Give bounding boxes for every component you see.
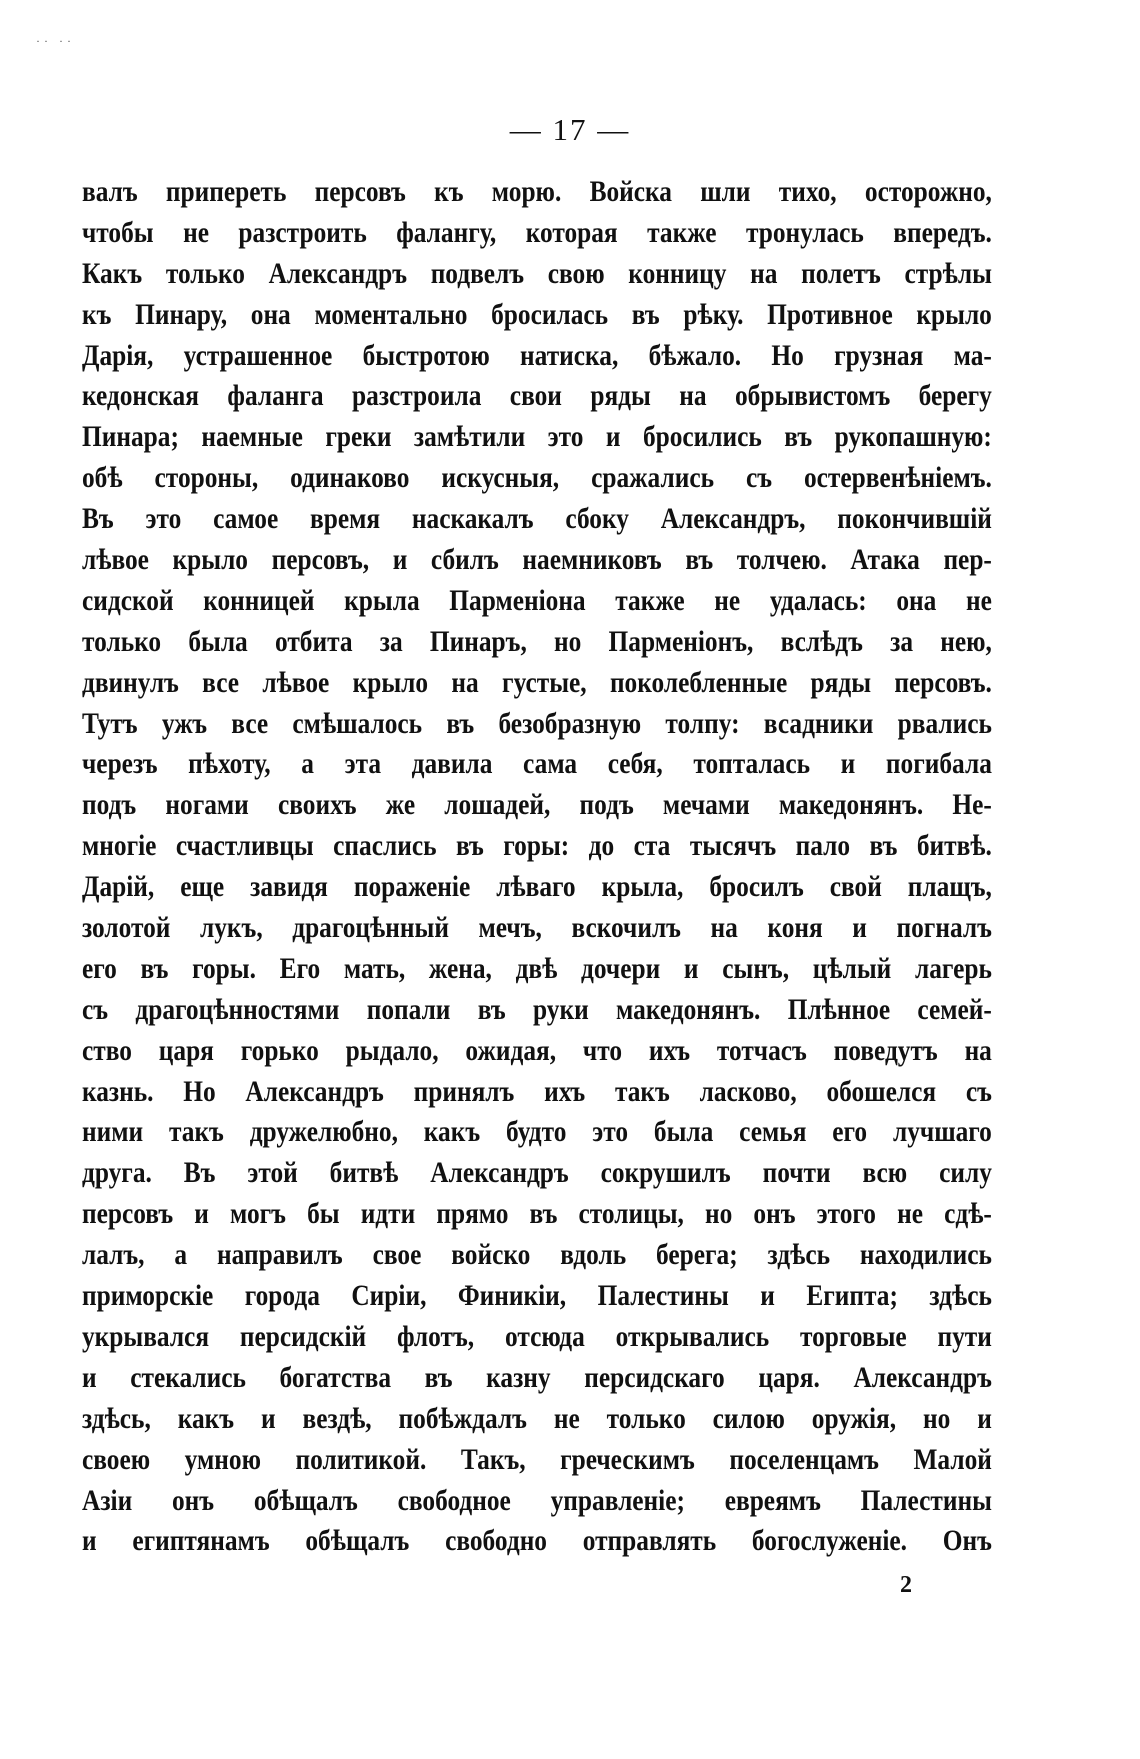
signature-mark: 2 [900,1572,912,1598]
text-line: подъ ногами своихъ же лошадей, подъ мечами македонянъ. Не- [82,789,992,822]
text-line: сидской конницей крыла Парменіона также не удалась: она не [82,584,992,617]
text-line: чтобы не разстроить фалангу, которая также тронулась впередъ. [82,216,992,249]
text-line: ними такъ дружелюбно, какъ будто это была семья его лучшаго [82,1116,992,1149]
text-line: и стекались богатства въ казну персидскаго царя. Александръ [82,1361,992,1394]
text-line: Дарій, еще завидя пораженіе лѣваго крыла, бросилъ свой плащъ, [82,871,992,904]
body-text [82,172,992,1562]
text-line: обѣ стороны, одинаково искусныя, сражались съ остервенѣніемъ. [82,462,992,495]
text-line: двинулъ все лѣвое крыло на густые, поколебленные ряды персовъ. [82,666,992,699]
text-line: кедонская фаланга разстроила свои ряды на обрывистомъ берегу [82,380,992,413]
text-line: Пинара; наемные греки замѣтили это и бросились въ рукопашную: [82,421,992,454]
text-line: черезъ пѣхоту, а эта давила сама себя, топталась и погибала [82,748,992,781]
page-number: — 17 — [509,112,631,147]
text-line: укрывался персидскій флотъ, отсюда открывались торговые пути [82,1320,992,1353]
scan-specks: ·· ·· [36,34,75,48]
text-line: Какъ только Александръ подвелъ свою конницу на полетъ стрѣлы [82,257,992,290]
text-line: Дарія, устрашенное быстротою натиска, бѣжало. Но грузная ма- [82,339,992,372]
text-line: многіе счастливцы спаслись въ горы: до ста тысячъ пало въ битвѣ. [82,830,992,863]
text-line: лѣвое крыло персовъ, и сбилъ наемниковъ въ толчею. Атака пер- [82,544,992,577]
text-line: приморскіе города Сиріи, Финикіи, Палестины и Египта; здѣсь [82,1280,992,1313]
text-line: казнь. Но Александръ принялъ ихъ такъ ласково, обошелся съ [82,1075,992,1108]
text-line: золотой лукъ, драгоцѣнный мечъ, вскочилъ на коня и погналъ [82,912,992,945]
text-line: персовъ и могъ бы идти прямо въ столицы, но онъ этого не сдѣ- [82,1198,992,1231]
text-line: ство царя горько рыдало, ожидая, что ихъ тотчасъ поведутъ на [82,1034,992,1067]
text-line: Азіи онъ обѣщалъ свободное управленіе; евреямъ Палестины [82,1484,992,1517]
text-line: друга. Въ этой битвѣ Александръ сокрушилъ почти всю силу [82,1157,992,1190]
text-line: къ Пинару, она моментально бросилась въ рѣку. Противное крыло [82,298,992,331]
text-line: валъ припереть персовъ къ морю. Войска шли тихо, осторожно, [82,176,992,208]
text-line: его въ горы. Его мать, жена, двѣ дочери и сынъ, цѣлый лагерь [82,952,992,985]
text-line: лалъ, а направилъ свое войско вдоль берега; здѣсь находились [82,1239,992,1272]
text-line: Въ это самое время наскакалъ сбоку Александръ, покончившій [82,503,992,536]
text-line: здѣсь, какъ и вездѣ, побѣждалъ не только силою оружія, но и [82,1402,992,1435]
text-line: Тутъ ужъ все смѣшалось въ безобразную толпу: всадники рвались [82,707,992,740]
text-line: своею умною политикой. Такъ, греческимъ поселенцамъ Малой [82,1443,992,1476]
text-line: только была отбита за Пинаръ, но Парменіонъ, вслѣдъ за нею, [82,625,992,658]
text-line: съ драгоцѣнностями попали въ руки македонянъ. Плѣнное семей- [82,993,992,1026]
text-line: и египтянамъ обѣщалъ свободно отправлять богослуженіе. Онъ [82,1525,992,1558]
